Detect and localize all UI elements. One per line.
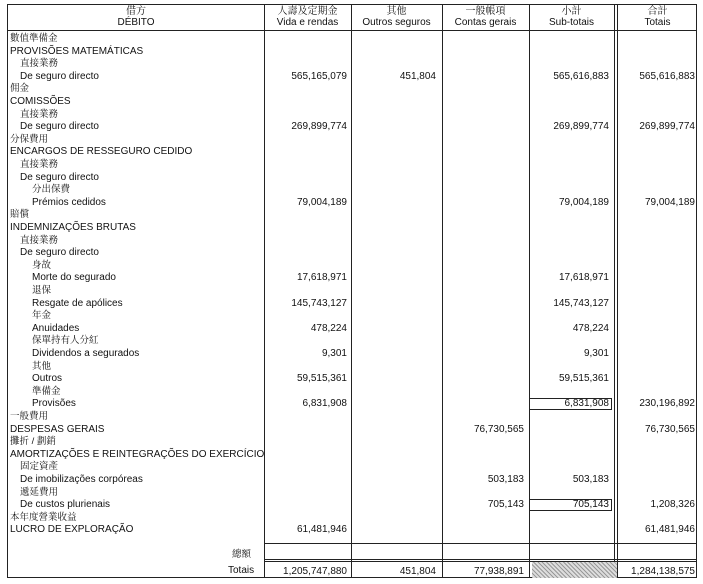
header-rule bbox=[8, 30, 696, 31]
row-label: De seguro directo bbox=[20, 172, 99, 183]
row-value-col3: 503,183 bbox=[487, 474, 524, 485]
row-label: 退保 bbox=[32, 285, 52, 296]
row-label: 數值準備金 bbox=[10, 33, 58, 44]
table-row bbox=[8, 512, 696, 524]
table-row bbox=[8, 487, 696, 499]
row-value-col1: 59,515,361 bbox=[296, 373, 347, 384]
row-label: Resgate de apólices bbox=[32, 298, 123, 309]
row-label: Morte do segurado bbox=[32, 272, 116, 283]
row-label: 年金 bbox=[32, 310, 52, 321]
debit-table bbox=[7, 4, 697, 578]
row-value-col1: 478,224 bbox=[310, 323, 347, 334]
table-row bbox=[8, 499, 696, 511]
row-label: Dividendos a segurados bbox=[32, 348, 140, 359]
subtotal-shaded-cell bbox=[532, 562, 617, 578]
header-outros: 其他 Outros seguros bbox=[362, 6, 431, 28]
row-value-col3: 76,730,565 bbox=[473, 424, 524, 435]
row-label: 直接業務 bbox=[20, 109, 59, 120]
row-value-col4: 59,515,361 bbox=[558, 373, 609, 384]
total-contas: 77,938,891 bbox=[473, 566, 524, 577]
row-value-col2: 451,804 bbox=[399, 71, 436, 82]
row-value-col5: 230,196,892 bbox=[639, 398, 695, 409]
table-row bbox=[8, 298, 696, 310]
table-row bbox=[8, 172, 696, 184]
row-label: Prémios cedidos bbox=[32, 197, 106, 208]
header-contas: 一般帳項 Contas gerais bbox=[454, 6, 517, 28]
table-row bbox=[8, 436, 696, 448]
row-label: AMORTIZAÇÕES E REINTEGRAÇÕES DO EXERCÍCIO bbox=[10, 449, 265, 460]
row-value-col1: 61,481,946 bbox=[296, 524, 347, 535]
table-row bbox=[8, 386, 696, 398]
table-row bbox=[8, 449, 696, 461]
row-value-col5: 1,208,326 bbox=[650, 499, 695, 510]
table-row bbox=[8, 222, 696, 234]
row-value-col1: 17,618,971 bbox=[296, 272, 347, 283]
table-row bbox=[8, 461, 696, 473]
row-label: Provisões bbox=[32, 398, 76, 409]
table-row bbox=[8, 361, 696, 373]
row-label: INDEMNIZAÇÕES BRUTAS bbox=[10, 222, 136, 233]
row-label: 賠償 bbox=[10, 209, 30, 220]
table-row bbox=[8, 272, 696, 284]
totals-rule bbox=[264, 561, 696, 562]
table-row bbox=[8, 398, 696, 410]
table-row bbox=[8, 235, 696, 247]
table-row bbox=[8, 323, 696, 335]
row-label: De imobilizações corpóreas bbox=[20, 474, 143, 485]
totals-label-cjk: 總額 bbox=[232, 549, 252, 560]
row-label: Anuidades bbox=[32, 323, 80, 334]
row-value-col5: 565,616,883 bbox=[639, 71, 695, 82]
row-value-col4: 145,743,127 bbox=[553, 298, 609, 309]
row-label: ENCARGOS DE RESSEGURO CEDIDO bbox=[10, 146, 193, 157]
row-value-col1: 79,004,189 bbox=[296, 197, 347, 208]
row-label: 一般費用 bbox=[10, 411, 49, 422]
total-vida: 1,205,747,880 bbox=[283, 566, 347, 577]
row-label: De seguro directo bbox=[20, 121, 99, 132]
table-row bbox=[8, 285, 696, 297]
table-row bbox=[8, 424, 696, 436]
row-value-col5: 61,481,946 bbox=[644, 524, 695, 535]
header-subtotais: 小計 Sub-totais bbox=[548, 6, 595, 28]
row-label: 其他 bbox=[32, 361, 52, 372]
table-row bbox=[8, 134, 696, 146]
table-row bbox=[8, 58, 696, 70]
row-label: 固定資產 bbox=[20, 461, 59, 472]
row-value-col4: 79,004,189 bbox=[558, 197, 609, 208]
table-row bbox=[8, 121, 696, 133]
table-row bbox=[8, 411, 696, 423]
header-debito: 借方 DÉBITO bbox=[117, 6, 155, 28]
row-value-col5: 269,899,774 bbox=[639, 121, 695, 132]
row-label: Outros bbox=[32, 373, 63, 384]
row-value-col4: 6,831,908 bbox=[564, 398, 609, 409]
row-label: 遞延費用 bbox=[20, 487, 59, 498]
table-row bbox=[8, 197, 696, 209]
totals-rule bbox=[264, 559, 696, 560]
table-row bbox=[8, 373, 696, 385]
table-row bbox=[8, 33, 696, 45]
row-label: De seguro directo bbox=[20, 71, 99, 82]
table-row bbox=[8, 83, 696, 95]
row-label: 直接業務 bbox=[20, 58, 59, 69]
table-row bbox=[8, 71, 696, 83]
header-vida: 人壽及定期金 Vida e rendas bbox=[276, 6, 339, 28]
row-label: 直接業務 bbox=[20, 159, 59, 170]
row-label: 分出保費 bbox=[32, 184, 71, 195]
table-row bbox=[8, 184, 696, 196]
row-value-col4: 705,143 bbox=[572, 499, 609, 510]
row-value-col1: 565,165,079 bbox=[291, 71, 347, 82]
row-value-col1: 9,301 bbox=[321, 348, 347, 359]
table-row bbox=[8, 348, 696, 360]
row-label: 準備金 bbox=[32, 386, 61, 397]
table-row bbox=[8, 310, 696, 322]
row-value-col1: 145,743,127 bbox=[291, 298, 347, 309]
row-value-col4: 9,301 bbox=[583, 348, 609, 359]
row-label: 身故 bbox=[32, 260, 52, 271]
totals-label: Totais bbox=[228, 565, 255, 576]
row-value-col4: 17,618,971 bbox=[558, 272, 609, 283]
header-totais: 合計 Totais bbox=[644, 6, 671, 28]
table-row bbox=[8, 159, 696, 171]
row-label: 直接業務 bbox=[20, 235, 59, 246]
row-label: PROVISÕES MATEMÁTICAS bbox=[10, 46, 144, 57]
row-value-col4: 565,616,883 bbox=[553, 71, 609, 82]
row-label: 攤折 / 劃銷 bbox=[10, 436, 56, 447]
row-value-col4: 478,224 bbox=[572, 323, 609, 334]
row-label: De custos plurienais bbox=[20, 499, 111, 510]
row-value-col5: 79,004,189 bbox=[644, 197, 695, 208]
table-row bbox=[8, 474, 696, 486]
table-row bbox=[8, 260, 696, 272]
row-label: DESPESAS GERAIS bbox=[10, 424, 105, 435]
row-label: 分保費用 bbox=[10, 134, 49, 145]
row-label: COMISSÕES bbox=[10, 96, 71, 107]
row-value-col4: 503,183 bbox=[572, 474, 609, 485]
table-row bbox=[8, 109, 696, 121]
totals-rule bbox=[264, 543, 696, 544]
table-row bbox=[8, 46, 696, 58]
row-value-col4: 269,899,774 bbox=[553, 121, 609, 132]
row-value-col1: 269,899,774 bbox=[291, 121, 347, 132]
row-label: De seguro directo bbox=[20, 247, 99, 258]
table-row bbox=[8, 247, 696, 259]
table-row bbox=[8, 524, 696, 536]
row-value-col5: 76,730,565 bbox=[644, 424, 695, 435]
table-row bbox=[8, 209, 696, 221]
table-row bbox=[8, 146, 696, 158]
table-row bbox=[8, 335, 696, 347]
row-label: LUCRO DE EXPLORAÇÃO bbox=[10, 524, 134, 535]
row-value-col3: 705,143 bbox=[487, 499, 524, 510]
table-row bbox=[8, 96, 696, 108]
row-label: 佣金 bbox=[10, 83, 30, 94]
row-value-col1: 6,831,908 bbox=[302, 398, 347, 409]
total-outros: 451,804 bbox=[399, 566, 436, 577]
total-totais: 1,284,138,575 bbox=[631, 566, 695, 577]
row-label: 本年度營業收益 bbox=[10, 512, 77, 523]
row-label: 保單持有人分紅 bbox=[32, 335, 99, 346]
